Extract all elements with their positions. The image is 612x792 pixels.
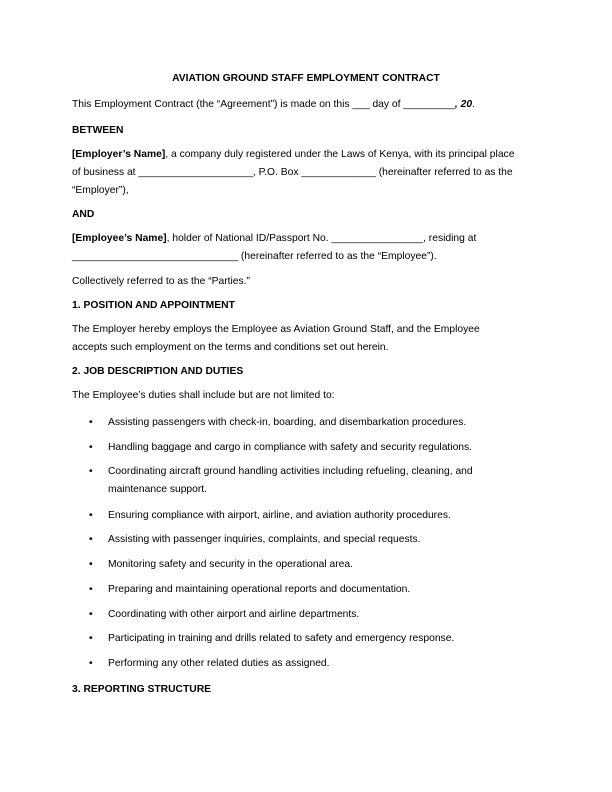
bullet-icon: • bbox=[89, 442, 93, 453]
document-title: AVIATION GROUND STAFF EMPLOYMENT CONTRACT bbox=[172, 73, 440, 84]
bullet-icon: • bbox=[89, 534, 93, 545]
employer-line2: of business at ____________________, P.O. Box _____________ (hereinafter referred to as the bbox=[72, 167, 513, 178]
section2-heading: 2. JOB DESCRIPTION AND DUTIES bbox=[72, 366, 244, 377]
employee-paragraph bbox=[72, 230, 542, 248]
bullet-icon: • bbox=[89, 510, 93, 521]
bullet-icon: • bbox=[89, 417, 93, 428]
intro-paragraph bbox=[72, 96, 542, 114]
list-item: Participating in training and drills related to safety and emergency response. bbox=[108, 633, 455, 644]
list-item: Handling baggage and cargo in compliance with safety and security regulations. bbox=[108, 442, 473, 453]
between-label: BETWEEN bbox=[72, 125, 124, 136]
list-item: Coordinating with other airport and airline departments. bbox=[108, 609, 360, 620]
parties-text: Collectively referred to as the “Parties.” bbox=[72, 276, 250, 287]
employer-name: [Employer’s Name] bbox=[72, 149, 166, 160]
intro-end: . bbox=[472, 99, 475, 110]
bullet-icon: • bbox=[89, 559, 93, 570]
employee-name: [Employee’s Name] bbox=[72, 233, 167, 244]
bullet-icon: • bbox=[89, 609, 93, 620]
list-item: Ensuring compliance with airport, airline, and aviation authority procedures. bbox=[108, 510, 451, 521]
list-item: Preparing and maintaining operational reports and documentation. bbox=[108, 584, 411, 595]
list-item: Assisting with passenger inquiries, complaints, and special requests. bbox=[108, 534, 421, 545]
bullet-icon: • bbox=[89, 584, 93, 595]
section1-line2: accepts such employment on the terms and conditions set out herein. bbox=[72, 342, 389, 353]
employer-line1: , a company duly registered under the Laws of Kenya, with its principal place bbox=[165, 149, 515, 160]
and-label: AND bbox=[72, 209, 95, 220]
employer-line3: “Employer”), bbox=[72, 185, 129, 196]
section1-heading: 1. POSITION AND APPOINTMENT bbox=[72, 300, 235, 311]
intro-year: , 20 bbox=[454, 99, 473, 110]
section2-intro: The Employee’s duties shall include but are not limited to: bbox=[72, 390, 335, 401]
list-item: Performing any other related duties as assigned. bbox=[108, 658, 330, 669]
section1-line1: The Employer hereby employs the Employee as Aviation Ground Staff, and the Employee bbox=[72, 324, 480, 335]
employee-line2: _____________________________ (hereinafter referred to as the “Employee”). bbox=[72, 251, 437, 262]
section3-heading: 3. REPORTING STRUCTURE bbox=[72, 684, 212, 695]
list-item: Coordinating aircraft ground handling activities including refueling, cleaning, and bbox=[108, 466, 473, 477]
bullet-icon: • bbox=[89, 466, 93, 477]
bullet-icon: • bbox=[89, 633, 93, 644]
employer-paragraph bbox=[72, 146, 542, 164]
intro-text: This Employment Contract (the “Agreement”) is made on this ___ day of _________ bbox=[72, 99, 455, 110]
bullet-icon: • bbox=[89, 658, 93, 669]
list-item: Assisting passengers with check-in, boarding, and disembarkation procedures. bbox=[108, 417, 467, 428]
list-item: Monitoring safety and security in the operational area. bbox=[108, 559, 353, 570]
list-item-continuation: maintenance support. bbox=[108, 484, 208, 495]
employee-line1: , holder of National ID/Passport No. ________________, residing at bbox=[166, 233, 477, 244]
